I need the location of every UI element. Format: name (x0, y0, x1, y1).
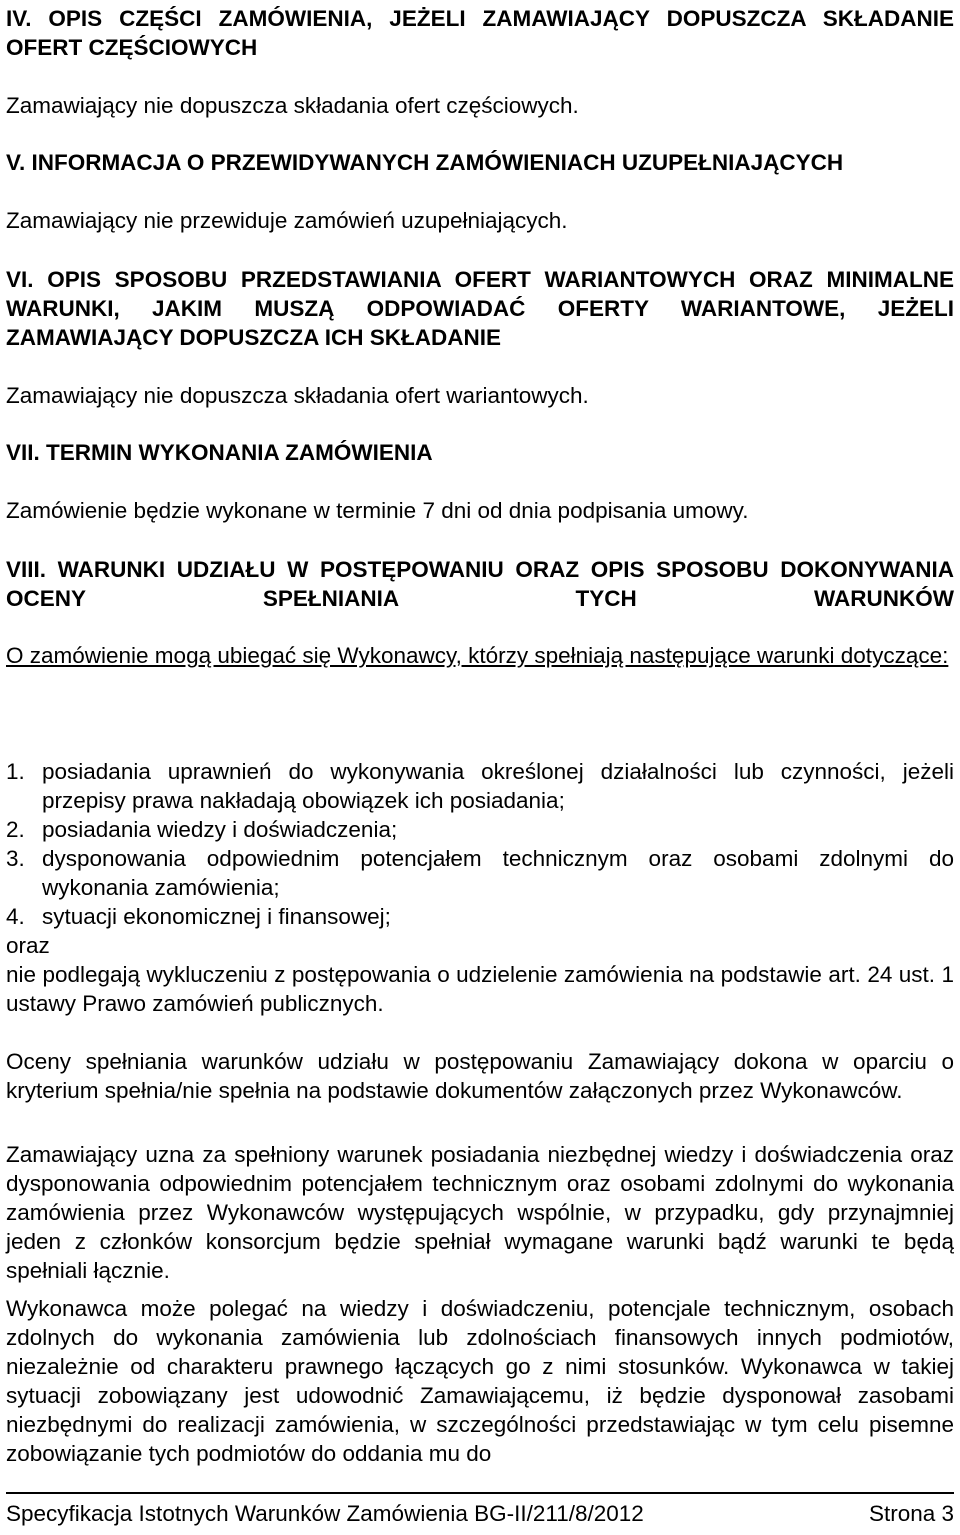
footer-page-number: Strona 3 (868, 1501, 954, 1526)
section-7-heading: VII. TERMIN WYKONANIA ZAMÓWIENIA (6, 440, 433, 465)
section-8-heading: VIII. WARUNKI UDZIAŁU W POSTĘPOWANIU ORAZ OPIS SPOSOBU DOKONYWANIA OCENY SPEŁNIANIA TYCH WARUNKÓW (6, 557, 954, 611)
evaluation-paragraph: Oceny spełniania warunków udziału w postępowaniu Zamawiający dokona w oparciu o kryterium spełnia/nie spełnia na podstawie dokumentów załączonych przez Wykonawców. (6, 1049, 954, 1103)
exclusion-text: nie podlegają wykluczeniu z postępowania o udzielenie zamówienia na podstawie art. 24 ust. 1 ustawy Prawo zamówień publicznych. (6, 962, 954, 1016)
conditions-intro: O zamówienie mogą ubiegać się Wykonawcy, którzy spełniają następujące warunki dotyczące: (6, 643, 949, 668)
section-5-text: Zamawiający nie przewiduje zamówień uzupełniających. (6, 208, 568, 233)
list-item-text: dysponowania odpowiednim potencjałem technicznym oraz osobami zdolnymi do wykonania zamówienia; (42, 846, 954, 900)
and-word: oraz (6, 933, 50, 958)
list-item-number: 1. (6, 759, 25, 784)
list-item-text: sytuacji ekonomicznej i finansowej; (42, 904, 391, 929)
section-8-heading-line-1 (6, 555, 954, 613)
footer-document-title: Specyfikacja Istotnych Warunków Zamówienia BG-II/211/8/2012 (6, 1501, 644, 1526)
list-item (6, 902, 954, 931)
list-item (6, 815, 954, 844)
list-item-number: 3. (6, 846, 25, 871)
section-6-heading: VI. OPIS SPOSOBU PRZEDSTAWIANIA OFERT WARIANTOWYCH ORAZ MINIMALNE WARUNKI, JAKIM MUSZĄ ODPOWIADAĆ OFERTY WARIANTOWE, JEŻELI ZAMAWIAJĄCY DOPUSZCZA ICH SKŁADANIE (6, 267, 954, 350)
consortium-paragraph: Zamawiający uzna za spełniony warunek posiadania niezbędnej wiedzy i doświadczenia oraz dysponowania odpowiednim potencjałem technicznym oraz osobami zdolnymi do wykonania zamówienia przez Wykonawców występujących wspólnie, w przypadku, gdy przynajmniej jeden z członków konsorcjum będzie spełniał wymagane warunki bądź warunki te będą spełniali łącznie. (6, 1142, 954, 1283)
list-item (6, 757, 954, 815)
section-6-text: Zamawiający nie dopuszcza składania ofert wariantowych. (6, 383, 589, 408)
third-party-paragraph: Wykonawca może polegać na wiedzy i doświadczeniu, potencjale technicznym, osobach zdolnych do wykonania zamówienia lub zdolnościach finansowych innych podmiotów, niezależnie od charakteru prawnego łączących go z nimi stosunków. Wykonawca w takiej sytuacji zobowiązany jest udowodnić Zamawiającemu, iż będzie dysponował zasobami niezbędnymi do realizacji zamówienia, w szczególności przedstawiając w tym celu pisemne zobowiązanie tych podmiotów do oddania mu do (6, 1296, 954, 1466)
section-7-text: Zamówienie będzie wykonane w terminie 7 dni od dnia podpisania umowy. (6, 498, 749, 523)
list-item-number: 2. (6, 817, 25, 842)
list-item-number: 4. (6, 904, 25, 929)
section-5-heading: V. INFORMACJA O PRZEWIDYWANYCH ZAMÓWIENIACH UZUPEŁNIAJĄCYCH (6, 150, 844, 175)
list-item (6, 844, 954, 902)
conditions-list (6, 757, 954, 931)
section-4-heading: IV. OPIS CZĘŚCI ZAMÓWIENIA, JEŻELI ZAMAWIAJĄCY DOPUSZCZA SKŁADANIE OFERT CZĘŚCIOWYCH (6, 6, 954, 60)
list-item-text: posiadania uprawnień do wykonywania określonej działalności lub czynności, jeżeli przepisy prawa nakładają obowiązek ich posiadania; (42, 759, 954, 813)
list-item-text: posiadania wiedzy i doświadczenia; (42, 817, 398, 842)
page-footer (6, 1492, 954, 1534)
section-4-text: Zamawiający nie dopuszcza składania ofert częściowych. (6, 93, 579, 118)
